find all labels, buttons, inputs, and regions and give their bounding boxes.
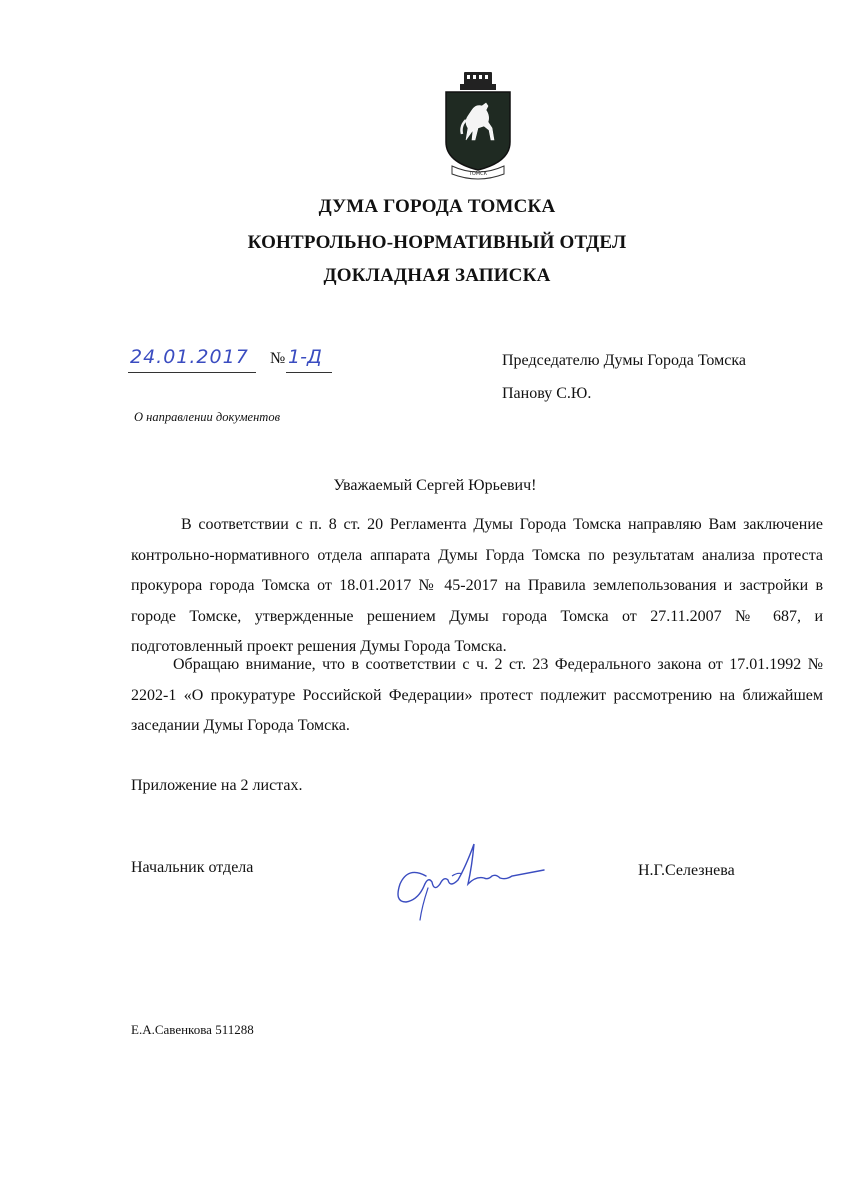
signatory-name: Н.Г.Селезнева: [638, 862, 735, 879]
body-paragraph-1: В соответствии с п. 8 ст. 20 Регламента Думы Города Томска направляю Вам заключение контрольно-нормативного отдела аппарата Думы Горда Томска по результатам анализа протеста прокурора города Томска от 18.01.2017 № 45-2017 на Правила землепользования и застройки в городе Томске, утвержденные решением Думы города Томска от 27.11.2007 № 687, и подготовленный проект решения Думы Города Томска.: [131, 516, 823, 655]
signatory-position: Начальник отдела: [131, 859, 254, 876]
document-subject: О направлении документов: [134, 410, 281, 424]
document-type-title: ДОКЛАДНАЯ ЗАПИСКА: [323, 265, 551, 286]
number-label: №: [270, 350, 286, 367]
attachment-note: Приложение на 2 листах.: [131, 777, 303, 794]
handwritten-signature: [388, 836, 548, 926]
greeting: Уважаемый Сергей Юрьевич!: [333, 477, 537, 494]
svg-text:ТОМСК: ТОМСК: [468, 171, 488, 177]
organization-title: ДУМА ГОРОДА ТОМСКА: [318, 196, 556, 217]
registration-date: 24.01.2017: [130, 346, 249, 368]
city-coat-of-arms: [442, 70, 514, 182]
date-underline: [128, 372, 256, 373]
registration-number: 1-Д: [288, 346, 322, 368]
department-title: КОНТРОЛЬНО-НОРМАТИВНЫЙ ОТДЕЛ: [247, 232, 627, 253]
addressee-position: Председателю Думы Города Томска: [502, 352, 746, 369]
body-paragraph-2: Обращаю внимание, что в соответствии с ч. 2 ст. 23 Федерального закона от 17.01.1992 № 2202-1 «О прокуратуре Российской Федерации» протест подлежит рассмотрению на ближайшем заседании Думы Города Томска.: [131, 656, 823, 734]
executor-contact: Е.А.Савенкова 511288: [131, 1022, 254, 1037]
addressee-name: Панову С.Ю.: [502, 385, 592, 402]
number-underline: [286, 372, 332, 373]
